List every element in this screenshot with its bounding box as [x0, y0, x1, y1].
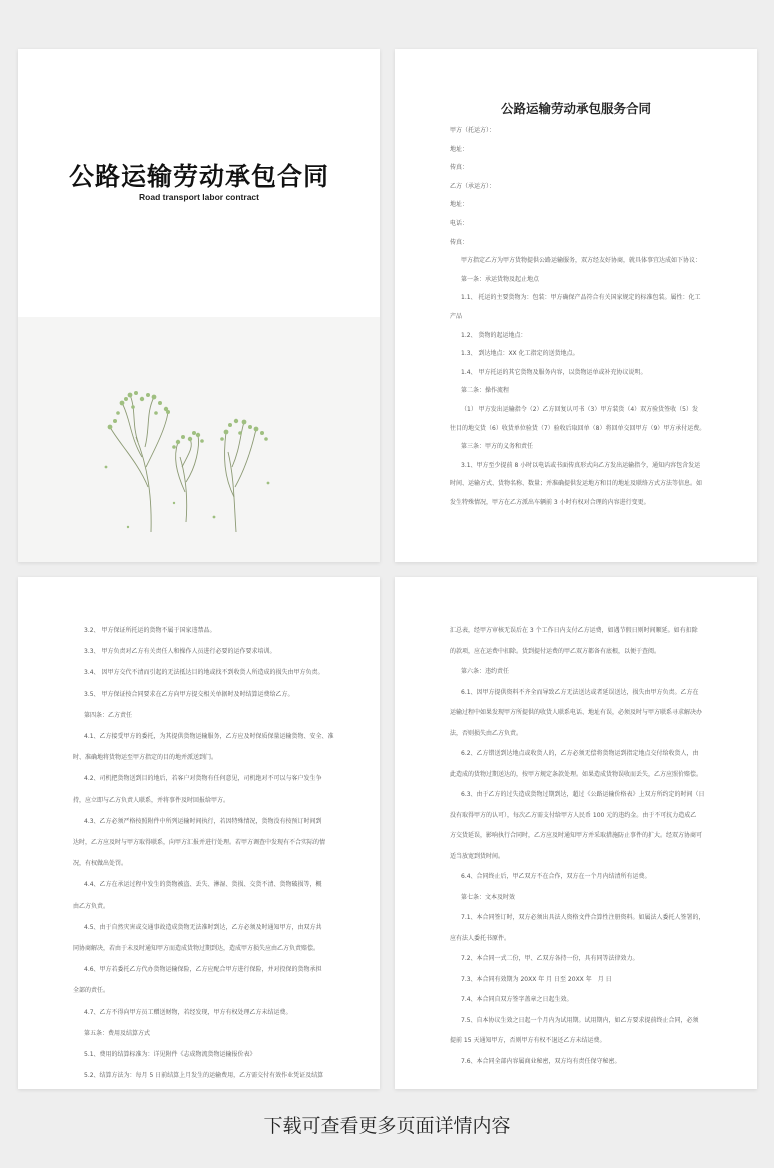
body-line: 4.3、乙方必须严格按照附件中所列运输时间执行，若因特殊情况，货物没有按预订时间到 — [84, 817, 322, 825]
body-line: 产品 — [450, 313, 463, 320]
body-line: 传真： — [450, 164, 469, 172]
body-line: 全部的责任。 — [73, 987, 110, 995]
body-line: 第四条：乙方责任 — [84, 711, 133, 719]
body-line: 1.2、 货物的起运地点： — [461, 331, 527, 339]
body-line: 往目的地交货（6）收货单位验货（7）验收后取回单（8）将回单交回甲方（9）甲方承付运费。 — [450, 424, 706, 432]
body-line: 5.1、费用的结算标准为：详见附件《志成物流货物运输报价表》 — [84, 1051, 256, 1058]
body-line: 7.4、本合同自双方签字盖章之日起生效。 — [461, 996, 573, 1003]
body-line: 没有取得甲方的认可），每次乙方需支付给甲方人民币 100 元的违约金。由于不可抗力造成乙 — [450, 811, 697, 819]
contract-page-1 — [395, 49, 757, 562]
body-line: 甲方（托运方）： — [450, 127, 496, 134]
body-line: 第二条：操作流程 — [461, 387, 510, 395]
body-line: 7.3、本合同有效期为 20XX 年 月 日至 20XX 年 月 日 — [461, 975, 612, 983]
body-line: 第六条：违约责任 — [461, 668, 510, 675]
body-line: 适当放宽到货时间。 — [450, 852, 505, 860]
body-line: 7.5、自本协议生效之日起一个月内为试用期。试用期内，如乙方要求提前终止合同，必须 — [461, 1016, 699, 1024]
body-line: 第一条：承运货物及起止地点 — [461, 275, 540, 283]
body-line: 6.4、合同终止后，甲乙双方不在合作，双方在一个月内结清所有运费。 — [461, 873, 651, 880]
body-line: 同协商解决，若由于未及时通知甲方而造成货物过期到达，造成甲方损失应由乙方负责赔偿。 — [73, 945, 320, 952]
body-line: 法，否则损失由乙方负责。 — [450, 729, 523, 737]
body-line: 3.1、甲方至少提前 8 小时以电话或书面传真形式向乙方发出运输指令，通知内容包含发运 — [461, 461, 701, 469]
body-line: 3.5、 甲方保证按合同要求在乙方向甲方提交相关单据时及时结算运费给乙方。 — [84, 690, 294, 698]
cover-title: 公路运输劳动承包合同 — [68, 162, 329, 191]
download-more-caption: 下载可查看更多页面详情内容 — [263, 1115, 511, 1137]
body-line: 方交货延误，影响执行合同时，乙方应及时通知甲方并采取措施防止事件的扩大。经双方协商可 — [450, 832, 703, 839]
contract-page-3 — [395, 577, 757, 1089]
body-line: 第三条：甲方的义务和责任 — [461, 443, 534, 451]
body-line: 7.2、本合同一式二份，甲、乙双方各持一份，具有同等法律效力。 — [461, 955, 639, 962]
body-line: 的款项，应在运费中扣除。货到提付运费的甲乙双方都备有底根，以便于查阅。 — [450, 647, 661, 655]
body-line: 1.1、 托运的主要货物为：包装：甲方确保产品符合有关国家规定的标准包装。属性：化工 — [461, 294, 701, 302]
body-line: 甲方指定乙方为甲方货物提供公路运输服务，双方经友好协商，就具体事宜达成如下协议： — [461, 257, 702, 265]
body-line: 地址： — [450, 145, 469, 153]
body-line: 3.3、 甲方负责对乙方有关责任人和操作人员进行必要的运作要求培训。 — [84, 648, 276, 656]
body-line: 4.1、乙方接受甲方的委托，为其提供货物运输服务，乙方应及时保质保量运输货物、安全、准 — [84, 733, 334, 740]
body-line: 6.2、乙方错送到达地点或收货人的，乙方必须无偿将货物运到指定地点交付给收货人，由 — [461, 750, 699, 757]
body-line: 提前 15 天通知甲方，否则甲方有权不退还乙方未结运费。 — [450, 1037, 606, 1044]
body-line: 运输过程中如果发现甲方所提供的收货人联系电话、地址有误，必须及时与甲方联系寻求解决办 — [450, 709, 703, 716]
body-line: 5.2、结算方法为：每月 5 日前结算上月发生的运输费用，乙方需交付有效作业凭证及结算 — [84, 1072, 324, 1080]
body-line: 第七条：文本及时效 — [461, 893, 516, 901]
body-line: 4.7、乙方不得向甲方员工赠送财物，若经发现，甲方有权处理乙方未结运费。 — [84, 1008, 292, 1016]
contract-page-2 — [18, 577, 380, 1089]
body-line: 传真： — [450, 238, 469, 246]
body-line: 此造成的货物过期送达的，按甲方规定条款处理。如果造成货物误收而丢失，乙方应照价赔偿。 — [450, 770, 703, 778]
body-line: 电话： — [450, 220, 469, 227]
body-line: 1.4、 甲方托运的其它货物及服务内容，以货物运单或补充协议说明。 — [461, 368, 647, 376]
body-line: 时、准确地将货物运至甲方指定的目的地并派送到门。 — [73, 754, 218, 762]
body-line: 应有法人委托书原件。 — [450, 934, 511, 942]
body-line: 地址： — [450, 201, 469, 209]
body-line: 6.3、由于乙方的过失造成货物过期到达，超过《公路运输价格表》上双方所约定的时间（日 — [461, 791, 705, 798]
body-line: 由乙方负责。 — [73, 902, 110, 910]
cover-subtitle: Road transport labor contract — [139, 192, 259, 202]
body-line: 4.2、司机把货物送到目的地后，若客户对货物有任何意见，司机绝对不可以与客户发生争 — [84, 775, 322, 783]
body-line: 6.1、因甲方提供资料不齐全而导致乙方无法送达或者延误送达，损失由甲方负责。乙方在 — [461, 688, 699, 696]
body-line: 1.3、 到达地点：XX 化工指定的送货地点。 — [461, 350, 579, 358]
contract-title: 公路运输劳动承包服务合同 — [500, 101, 651, 116]
body-line: 7.1、本合同签订时，双方必须出具法人资格文件合算性注册资料。如属法人委托人签署的， — [461, 914, 705, 921]
body-line: 第五条：费用及结算方式 — [84, 1029, 151, 1037]
body-line: 持，应立即与乙方负责人联系，并将事件及时回报给甲方。 — [73, 796, 230, 804]
cover-page — [18, 49, 380, 562]
cover-plant-photo — [18, 317, 380, 562]
body-line: 达时，乙方应及时与甲方取得联系，向甲方汇报并进行处理。若甲方调查中发现有不合实际的情 — [73, 839, 326, 846]
plant-illustration — [18, 317, 380, 562]
body-line: 乙方（承运方）： — [450, 182, 496, 190]
body-line: 况，有权做出处罚。 — [73, 860, 128, 868]
body-line: 4.5、由于自然灾害或交通事故造成货物无法准时到达，乙方必须及时通知甲方，由双方共 — [84, 923, 322, 931]
body-line: 汇总表，经甲方审核无误后在 3 个工作日内支付乙方运费，如遇节假日则时间顺延。如有扣除 — [450, 627, 698, 634]
body-line: （1） 甲方发出运输指令（2）乙方回复认可书（3）甲方装货（4）双方验货签收（5）发 — [461, 406, 698, 413]
body-line: 4.4、乙方在承运过程中发生的货物被盗、丢失、淋湿、货损、交货不清、货物破损等，概 — [84, 881, 322, 889]
body-line: 4.6、甲方若委托乙方代办货物运输保险，乙方应配合甲方进行保险，并对投保的货物承担 — [84, 966, 322, 974]
body-line: 发生特殊情况，甲方在乙方派出车辆前 3 小时有权对合理的内容进行变更。 — [450, 499, 650, 506]
body-line: 7.6、本合同全部内容属商业秘密，双方均有责任保守秘密。 — [461, 1057, 621, 1065]
body-line: 3.2、 甲方保证所托运的货物不属于国家违禁品。 — [84, 627, 216, 634]
body-line: 3.4、 因甲方交代不清而引起的无法抵达目的地或找不到收货人所造成的损失由甲方负责。 — [84, 669, 324, 677]
body-line: 时间、运输方式、货物名称、数量；并准确提供发运地方和目的地址及联络方式方法等信息。如 — [450, 480, 703, 488]
